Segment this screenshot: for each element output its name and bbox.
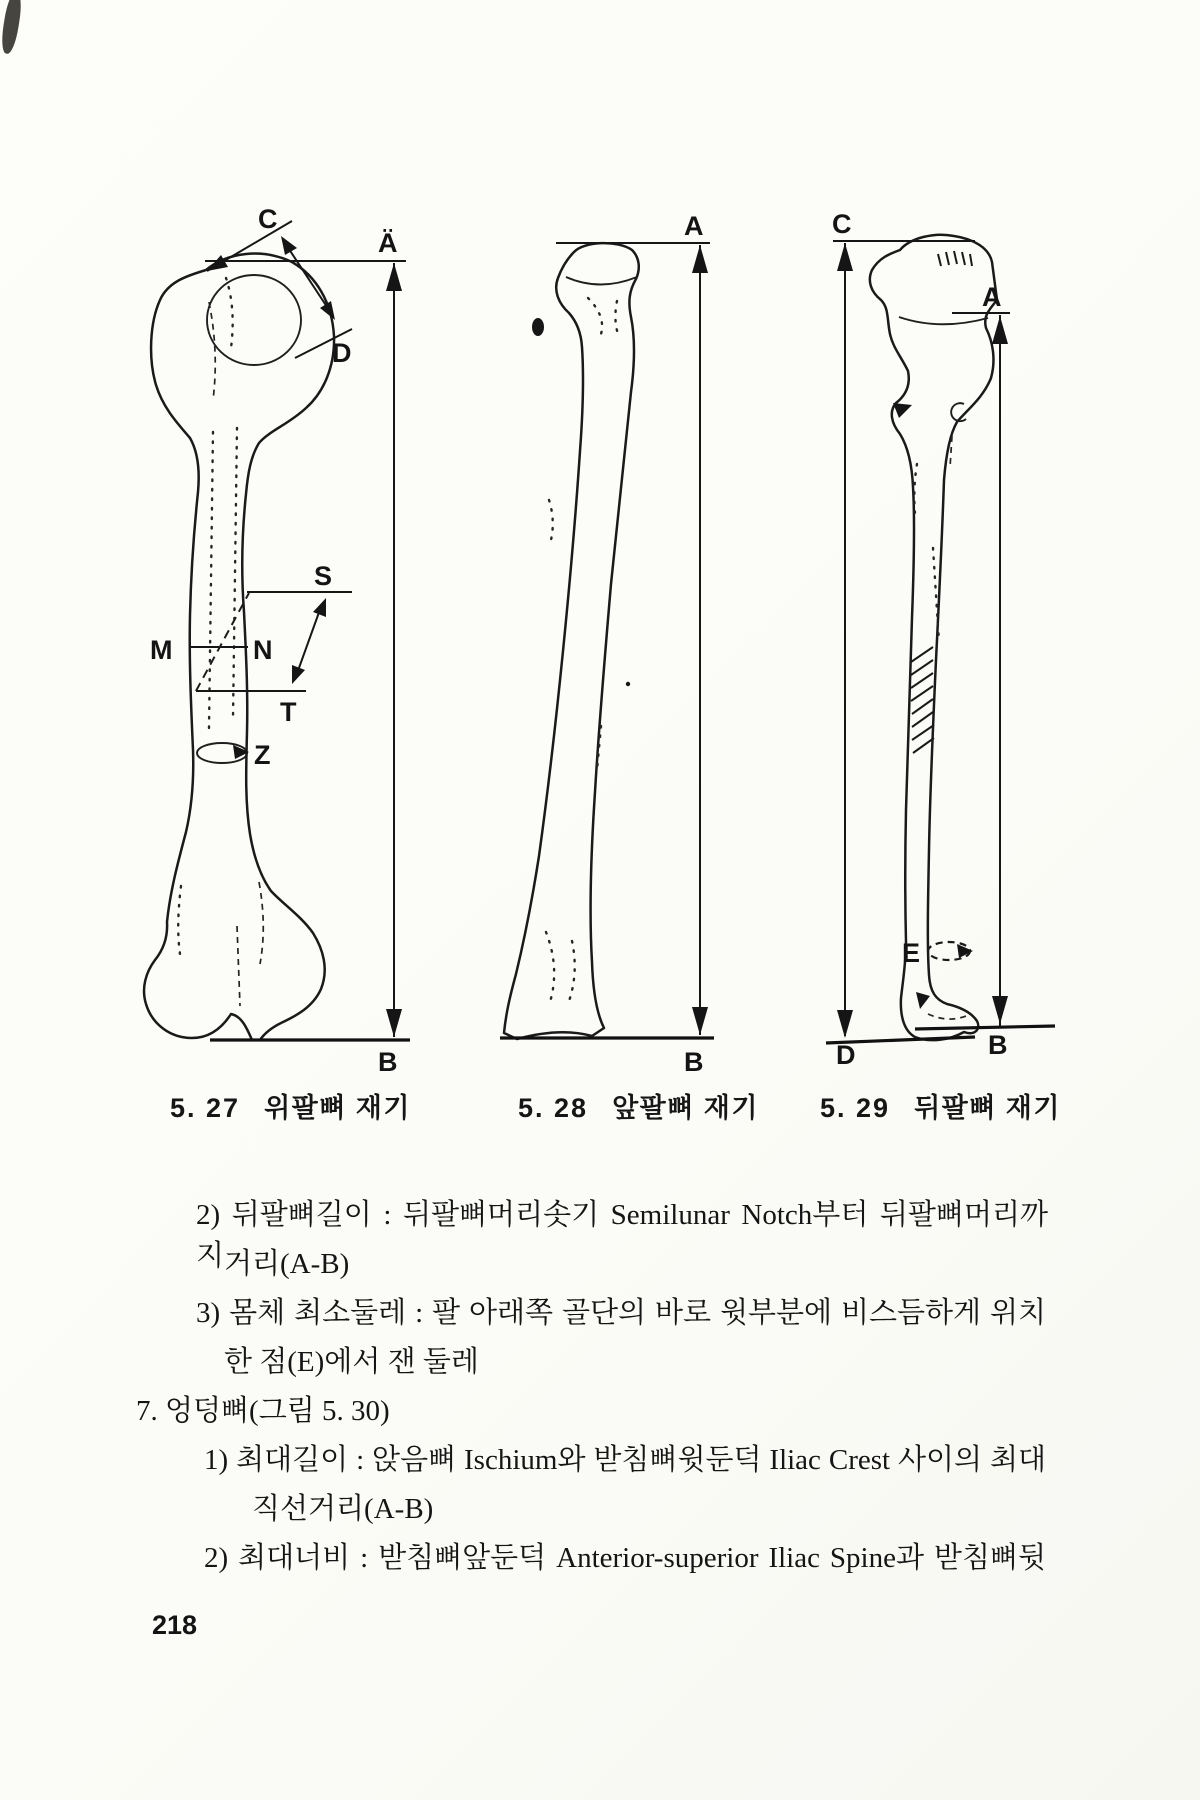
fig-529-ulna [826,209,1055,1070]
label-A: A [982,282,1002,312]
humerus-shade [209,302,215,400]
figure-caption-527 [170,1086,411,1125]
distal-dash [928,1014,966,1019]
radial-tuberosity-mark [532,318,544,336]
label-C: C [258,204,278,234]
arrowhead-st-up [313,598,326,617]
figure-title: 앞팔뼈 재기 [612,1093,759,1123]
shaft-hatch [911,673,933,688]
arrowhead-c [207,255,228,271]
olecranon-tick [938,254,941,266]
arrowhead-up [386,263,402,291]
label-E: E [902,938,921,968]
humerus-stipple [226,278,233,348]
label-D: D [836,1040,856,1070]
label-A: Ä [378,228,398,258]
olecranon-tick [970,254,972,266]
humerus-stipple [209,432,213,728]
humeral-head-circle [207,275,301,365]
olecranon-tick [962,252,965,265]
fig-528-radius [500,211,714,1077]
distal-dark-mark [916,992,930,1009]
shaft-hatch [911,647,933,662]
humerus-shade [237,926,240,1006]
label-D: D [332,338,352,368]
figure-title: 뒤팔뼈 재기 [914,1093,1061,1123]
figure-title: 위팔뼈 재기 [264,1093,411,1123]
radial-head-line [566,277,637,285]
body-line: 직선거리(A-B) [252,1493,434,1525]
radius-stipple [546,932,554,1002]
arrowhead-up [692,245,708,273]
stray-dot [626,682,630,686]
arrowhead-st-down [292,665,305,684]
label-N: N [253,635,273,665]
shaft-hatch [911,686,933,701]
label-M: M [150,635,173,665]
body-line: 한 점(E)에서 잰 둘레 [224,1346,479,1378]
body-line: 7. 엉덩뼈(그림 5. 30) [136,1395,390,1427]
body-line: 거리(A-B) [224,1248,350,1280]
fig-527-humerus [144,204,410,1077]
figure-number: 5. 28 [518,1093,589,1123]
ulna-outline [870,235,997,1040]
arrowhead-up [992,316,1008,344]
figure-number: 5. 29 [820,1093,891,1123]
body-line: 3) 몸체 최소둘레 : 팔 아래쪽 골단의 바로 윗부분에 비스듬하게 위치 [196,1297,1046,1329]
label-S: S [314,561,333,591]
label-C: C [832,209,852,239]
shaft-hatch [912,712,933,727]
shaft-hatch [912,725,934,740]
coronoid-dark-mark [893,403,912,418]
arrowhead-down [692,1007,708,1035]
olecranon-tick [954,251,957,264]
radius-stipple [568,941,575,1004]
arrowhead-cd-up [281,236,297,255]
shaft-hatch [912,699,933,714]
page-number: 218 [152,1610,198,1640]
shaft-hatch [911,660,933,675]
label-B: B [378,1047,398,1077]
arrowhead-down [386,1009,402,1037]
line-oblique-dashed [196,593,249,691]
arrowhead-down [992,996,1008,1024]
olecranon-tick [946,252,949,265]
label-A: A [684,211,704,241]
radius-stipple [549,500,553,544]
label-B: B [988,1030,1008,1060]
label-Z: Z [254,740,271,770]
radius-stipple [588,298,602,334]
body-line: 1) 최대길이 : 앉음뼈 Ischium와 받침뼈윗둔덕 Iliac Crest 사이의 최대 [204,1444,1046,1476]
arrowhead-cd-down [320,301,335,320]
arrowhead-down [837,1010,853,1038]
humerus-stipple [233,428,237,718]
humerus-stipple [178,886,181,954]
figure-caption-528 [518,1086,759,1125]
trochlear-notch-line [899,317,988,324]
ground-line-B [915,1026,1055,1029]
figure-number: 5. 27 [170,1093,241,1123]
radius-stipple [615,301,619,337]
humerus-shade [259,882,263,964]
label-B: B [684,1047,704,1077]
arrowhead-up [837,243,853,271]
body-line: 2) 최대너비 : 받침뼈앞둔덕 Anterior-superior Iliac Spine과 받침뼈뒷 [204,1542,1046,1574]
figure-caption-529 [820,1086,1061,1125]
label-T: T [280,697,297,727]
radius-outline [504,243,639,1039]
body-line: 2) 뒤팔뼈길이 : 뒤팔뼈머리솟기 Semilunar Notch부터 뒤팔뼈머리까지 [196,1199,1048,1272]
